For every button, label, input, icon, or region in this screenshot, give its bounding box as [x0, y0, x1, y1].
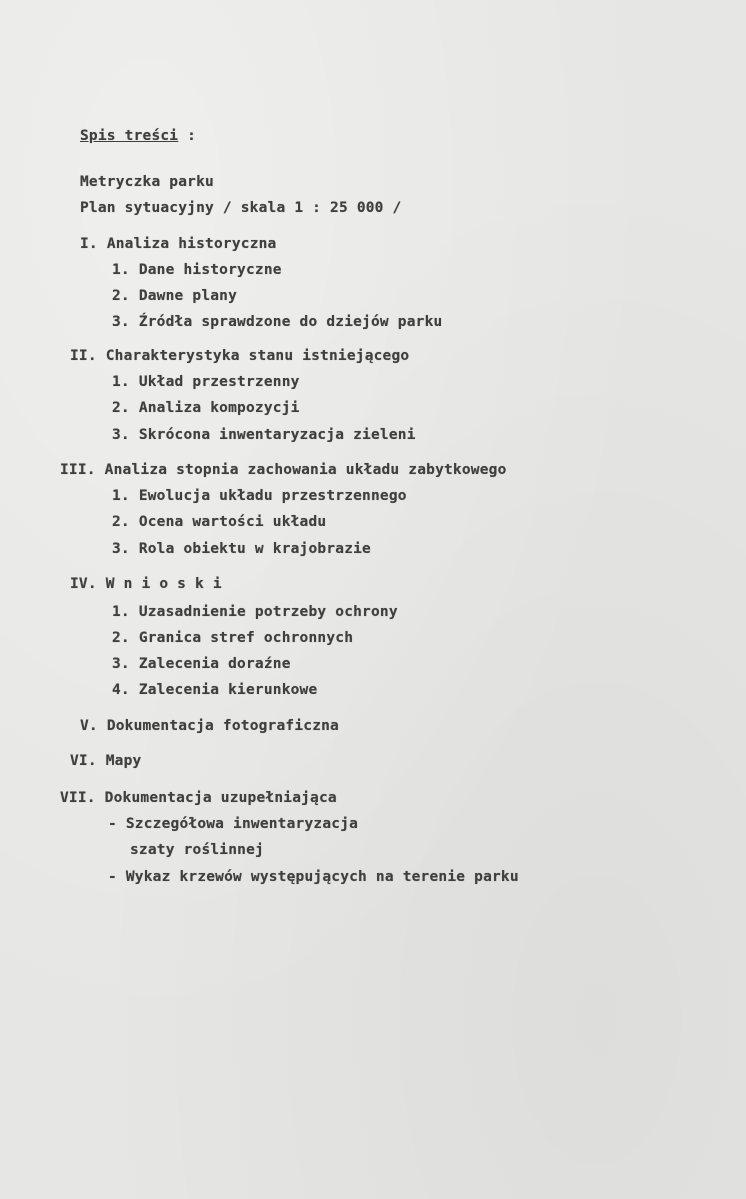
item-number: 2. [112, 400, 130, 416]
toc-item [112, 288, 237, 304]
toc-item [108, 869, 519, 885]
section-number: VII. [60, 790, 96, 806]
toc-item [112, 604, 398, 620]
section-title: Analiza stopnia zachowania układu zabytkowego [104, 462, 507, 478]
section-title: W n i o s k i [105, 576, 222, 592]
item-number: 1. [112, 604, 130, 620]
toc-item [112, 262, 282, 278]
item-number: 1. [112, 488, 130, 504]
section-title: Dokumentacja fotograficzna [106, 718, 339, 734]
toc-item [112, 682, 317, 698]
item-label: Skrócona inwentaryzacja zieleni [138, 427, 416, 443]
intro-line: Plan sytuacyjny / skala 1 : 25 000 / [80, 200, 402, 216]
section-number: V. [80, 718, 98, 734]
toc-heading: Spis treści [80, 128, 179, 144]
item-label: szaty roślinnej [130, 842, 264, 858]
toc-item [112, 488, 407, 504]
item-number: 3. [112, 427, 130, 443]
item-label: Uzasadnienie potrzeby ochrony [138, 604, 398, 620]
intro-line: Metryczka parku [80, 174, 214, 190]
item-label: Zalecenia doraźne [138, 656, 291, 672]
toc-item-continuation [130, 842, 264, 858]
toc-heading-line [80, 128, 196, 144]
section-title: Charakterystyka stanu istniejącego [105, 348, 410, 364]
toc-item [112, 314, 442, 330]
item-label: Analiza kompozycji [138, 400, 300, 416]
section-heading [60, 790, 337, 806]
section-heading [70, 753, 141, 769]
item-label: Dane historyczne [138, 262, 282, 278]
item-label: Dawne plany [138, 288, 238, 304]
section-heading [70, 348, 409, 364]
toc-item [108, 816, 358, 832]
section-title: Mapy [105, 753, 142, 769]
toc-item [112, 427, 416, 443]
item-label: Ewolucja układu przestrzennego [138, 488, 407, 504]
toc-item [112, 514, 326, 530]
item-label: Rola obiektu w krajobrazie [138, 541, 371, 557]
item-number: 2. [112, 288, 130, 304]
section-number: II. [70, 348, 97, 364]
item-label: Ocena wartości układu [138, 514, 327, 530]
item-number: 4. [112, 682, 130, 698]
item-number: 3. [112, 541, 130, 557]
toc-item [112, 630, 353, 646]
toc-item [112, 656, 291, 672]
section-number: III. [60, 462, 96, 478]
item-label: Szczegółowa inwentaryzacja [125, 816, 359, 832]
section-heading [60, 462, 507, 478]
section-title: Analiza historyczna [106, 236, 277, 252]
section-title: Dokumentacja uzupełniająca [104, 790, 337, 806]
item-number: 2. [112, 630, 130, 646]
item-label: Układ przestrzenny [138, 374, 300, 390]
section-number: IV. [70, 576, 97, 592]
section-heading [70, 576, 222, 592]
section-heading [80, 718, 339, 734]
item-label: Wykaz krzewów występujących na terenie parku [125, 869, 519, 885]
item-number: 1. [112, 262, 130, 278]
item-number: 2. [112, 514, 130, 530]
item-dash: - [108, 816, 117, 832]
item-label: Zalecenia kierunkowe [138, 682, 318, 698]
toc-item [112, 400, 300, 416]
item-number: 3. [112, 314, 130, 330]
toc-item [112, 541, 371, 557]
section-heading [80, 236, 276, 252]
section-number: VI. [70, 753, 97, 769]
item-number: 1. [112, 374, 130, 390]
section-number: I. [80, 236, 98, 252]
item-label: Źródła sprawdzone do dziejów parku [138, 314, 443, 330]
item-label: Granica stref ochronnych [138, 630, 354, 646]
toc-heading-colon: : [187, 128, 197, 144]
toc-item [112, 374, 300, 390]
item-number: 3. [112, 656, 130, 672]
item-dash: - [108, 869, 117, 885]
